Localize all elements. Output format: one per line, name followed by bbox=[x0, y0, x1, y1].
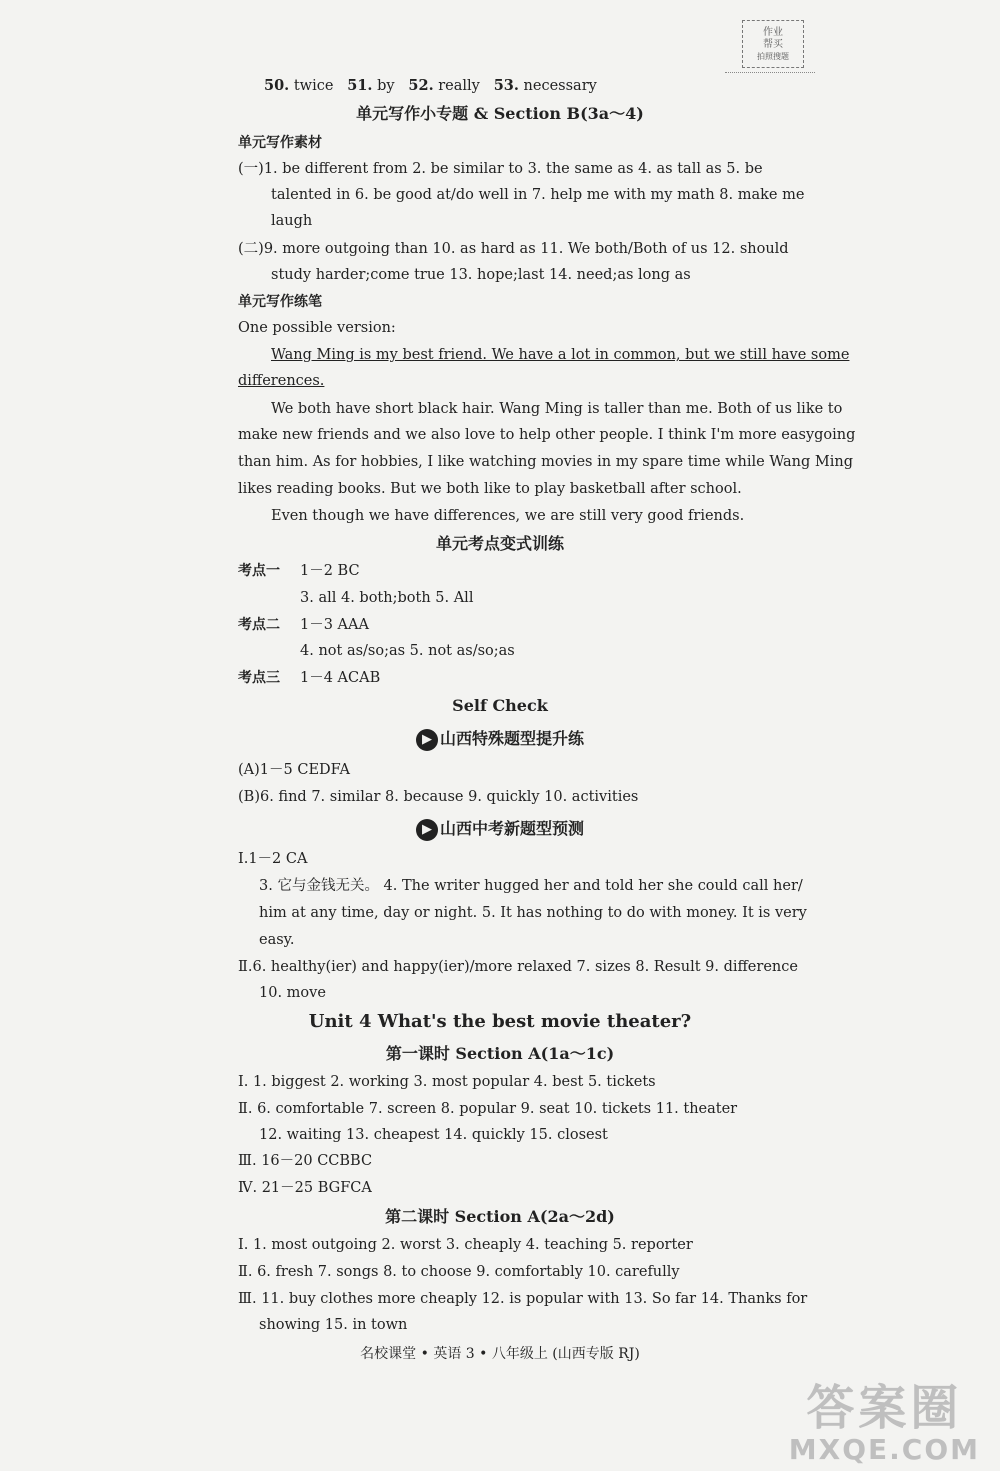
lesson-1-title: 第一课时 Section A(1a～1c) bbox=[385, 1044, 615, 1063]
new-q-line-2: 3. 它与金钱无关。 4. The writer hugged her and told her she could call her/ bbox=[259, 878, 803, 894]
self-check-a: (A)1－5 CEDFA bbox=[238, 762, 350, 778]
new-q-line-6: 10. move bbox=[259, 985, 326, 1001]
lesson-1-line-2: Ⅱ. 6. comfortable 7. screen 8. popular 9. seat 10. tickets 11. theater bbox=[238, 1101, 738, 1117]
essay-p2-line-1: We both have short black hair. Wang Ming is taller than me. Both of us like to bbox=[271, 401, 843, 417]
lesson-1-line-4: Ⅲ. 16－20 CCBBC bbox=[238, 1153, 373, 1169]
new-q-line-1: Ⅰ.1－2 CA bbox=[238, 851, 308, 867]
lesson-1-line-1: Ⅰ. 1. biggest 2. working 3. most popular 4. best 5. tickets bbox=[238, 1074, 656, 1090]
lesson-2-title: 第二课时 Section A(2a～2d) bbox=[385, 1207, 615, 1226]
test-point-1-line-1: 1－2 BC bbox=[300, 563, 360, 579]
essay-p1-line-2: differences. bbox=[238, 373, 325, 389]
play-arrow-icon: ▶ bbox=[416, 729, 438, 751]
new-q-line-3: him at any time, day or night. 5. It has nothing to do with money. It is very bbox=[259, 905, 807, 921]
test-point-2-line-2: 4. not as/so;as 5. not as/so;as bbox=[300, 643, 515, 659]
essay-p3-line-1: Even though we have differences, we are still very good friends. bbox=[271, 508, 745, 524]
material-1-line-2: talented in 6. be good at/do well in 7. help me with my math 8. make me bbox=[271, 187, 805, 203]
essay-intro: One possible version: bbox=[238, 320, 396, 336]
heading-writing: 单元写作小专题 & Section B(3a～4) bbox=[356, 104, 644, 123]
lesson-2-line-4: showing 15. in town bbox=[259, 1317, 408, 1333]
page-footer: 名校课堂 • 英语 3 • 八年级上 (山西专版 RJ) bbox=[360, 1346, 640, 1362]
practice-title: 单元写作练笔 bbox=[238, 294, 322, 310]
essay-p2-line-3: than him. As for hobbies, I like watching movies in my spare time while Wang Ming bbox=[238, 454, 853, 470]
banner-new-questions: ▶ 山西中考新题型预测 bbox=[0, 818, 1000, 841]
test-point-1-line-2: 3. all 4. both;both 5. All bbox=[300, 590, 474, 606]
material-2-line-1: (二)9. more outgoing than 10. as hard as 11. We both/Both of us 12. should bbox=[238, 241, 789, 257]
self-check-b: (B)6. find 7. similar 8. because 9. quickly 10. activities bbox=[238, 789, 639, 805]
play-arrow-icon: ▶ bbox=[416, 819, 438, 841]
material-2-line-2: study harder;come true 13. hope;last 14. need;as long as bbox=[271, 267, 691, 283]
material-title: 单元写作素材 bbox=[238, 135, 322, 151]
heading-test-points: 单元考点变式训练 bbox=[435, 534, 564, 553]
essay-p1-line-1: Wang Ming is my best friend. We have a lot in common, but we still have some bbox=[271, 347, 850, 363]
essay-p2-line-4: likes reading books. But we both like to play basketball after school. bbox=[238, 481, 742, 497]
lesson-2-line-2: Ⅱ. 6. fresh 7. songs 8. to choose 9. comfortably 10. carefully bbox=[238, 1264, 680, 1280]
lesson-2-line-1: Ⅰ. 1. most outgoing 2. worst 3. cheaply 4. teaching 5. reporter bbox=[238, 1237, 693, 1253]
lesson-1-line-5: Ⅳ. 21－25 BGFCA bbox=[238, 1180, 372, 1196]
test-point-3-label: 考点三 bbox=[238, 670, 280, 686]
material-1-line-3: laugh bbox=[271, 213, 313, 229]
test-point-2-line-1: 1－3 AAA bbox=[300, 617, 369, 633]
test-point-1-label: 考点一 bbox=[238, 563, 280, 579]
heading-self-check: Self Check bbox=[452, 696, 548, 715]
new-q-line-5: Ⅱ.6. healthy(ier) and happy(ier)/more relaxed 7. sizes 8. Result 9. difference bbox=[238, 959, 798, 975]
banner-special-practice: ▶ 山西特殊题型提升练 bbox=[0, 728, 1000, 751]
test-point-2-label: 考点二 bbox=[238, 617, 280, 633]
top-answers: 50. twice 51. by 52. really 53. necessary bbox=[264, 77, 597, 94]
lesson-2-line-3: Ⅲ. 11. buy clothes more cheaply 12. is popular with 13. So far 14. Thanks for bbox=[238, 1291, 808, 1307]
material-1-line-1: (一)1. be different from 2. be similar to 3. the same as 4. as tall as 5. be bbox=[238, 161, 763, 177]
stamp-logo: 作业 帮买 拍照搜题 bbox=[742, 20, 804, 68]
test-point-3-line-1: 1－4 ACAB bbox=[300, 670, 381, 686]
essay-p2-line-2: make new friends and we also love to help other people. I think I'm more easygoing bbox=[238, 427, 856, 443]
unit-title: Unit 4 What's the best movie theater? bbox=[308, 1011, 692, 1032]
stamp-underline bbox=[725, 72, 815, 93]
watermark-logo: 答案圈 MXQE.COM bbox=[788, 1380, 980, 1466]
new-q-line-4: easy. bbox=[259, 932, 295, 948]
lesson-1-line-3: 12. waiting 13. cheapest 14. quickly 15. closest bbox=[259, 1127, 608, 1143]
